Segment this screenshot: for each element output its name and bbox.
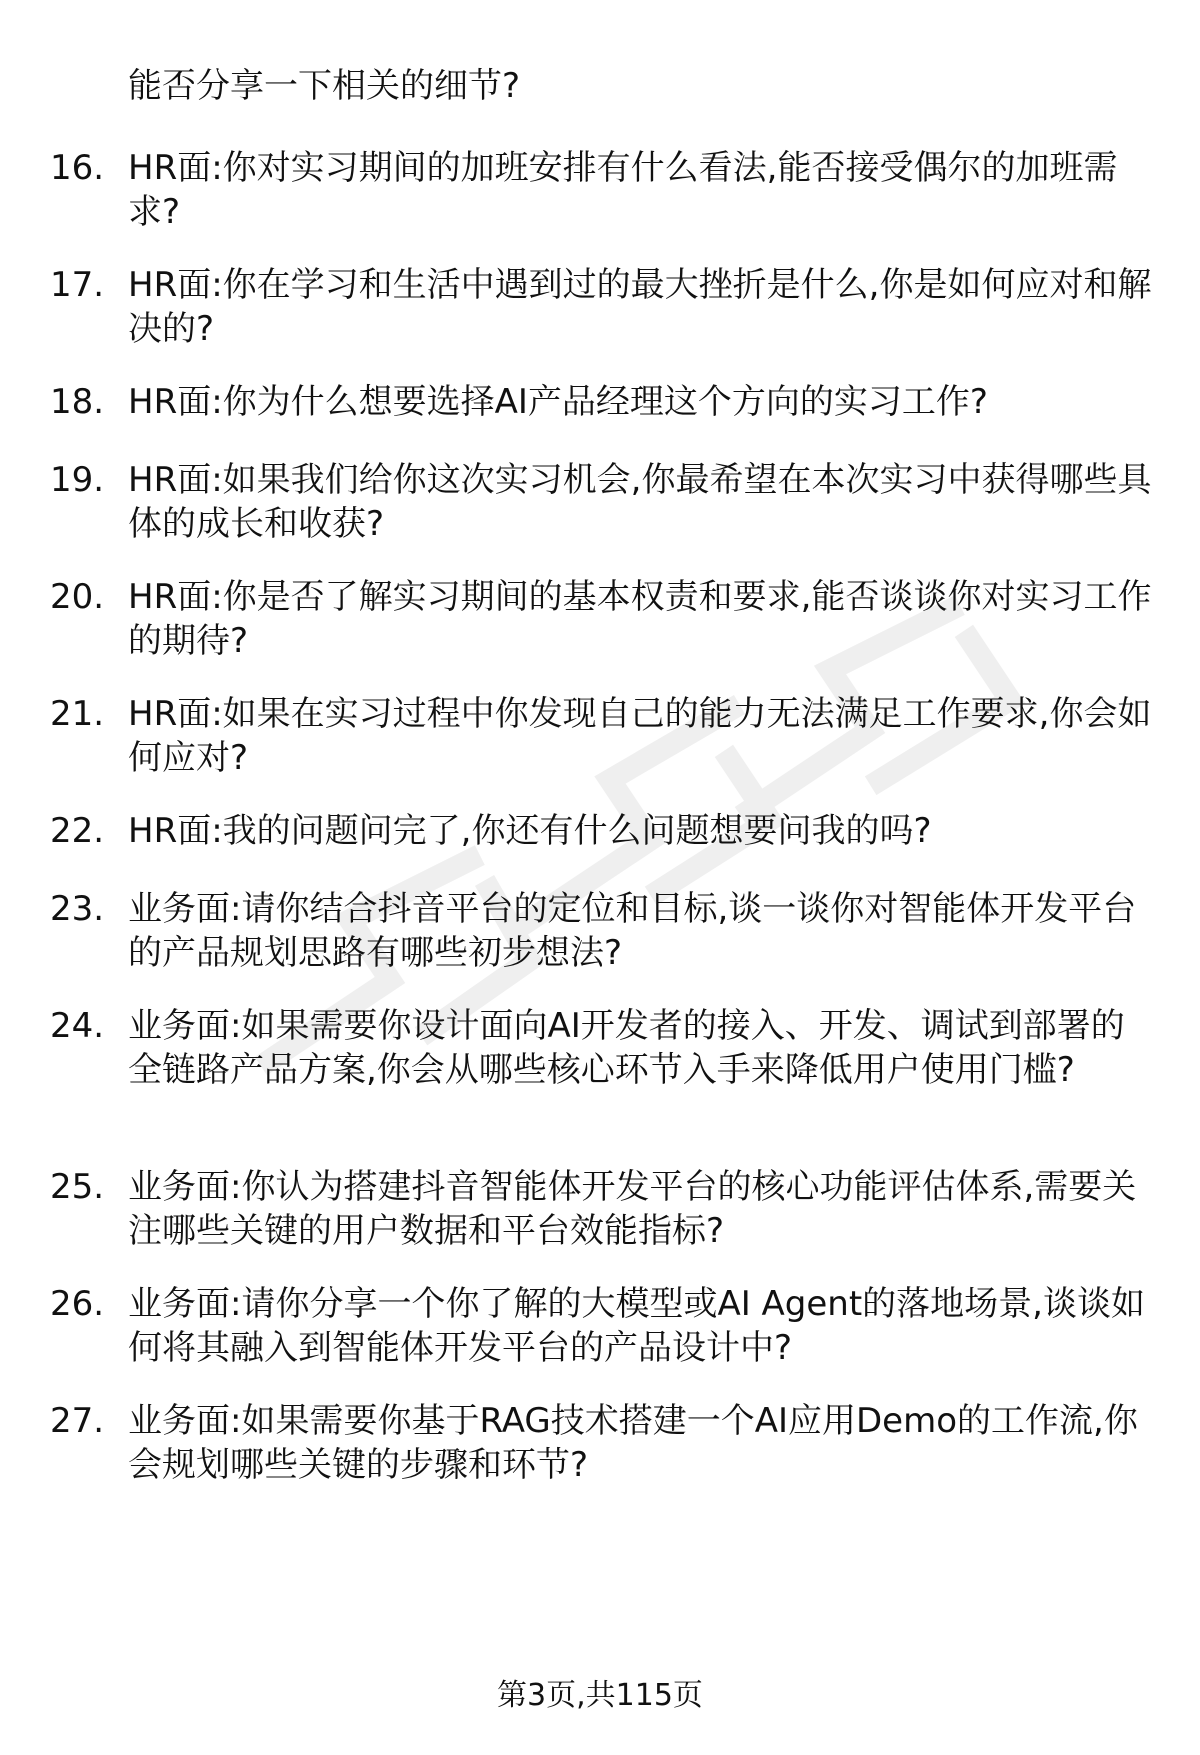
list-item-text: HR面:如果在实习过程中你发现自己的能力无法满足工作要求,你会如何应对?: [128, 694, 1152, 778]
list-item-text: 业务面:如果需要你基于RAG技术搭建一个AI应用Demo的工作流,你会规划哪些关键的步骤和环节?: [128, 1401, 1138, 1485]
page-footer: 第3页,共115页: [497, 1678, 703, 1713]
list-item-number: 26.: [50, 1284, 105, 1324]
list-item-text: 业务面:请你分享一个你了解的大模型或AI Agent的落地场景,谈谈如何将其融入到智能体开发平台的产品设计中?: [128, 1284, 1145, 1368]
list-item-text: HR面:我的问题问完了,你还有什么问题想要问我的吗?: [128, 811, 932, 851]
list-item-number: 25.: [50, 1167, 105, 1207]
question-list: [0, 146, 1200, 1516]
list-item-text: HR面:你为什么想要选择AI产品经理这个方向的实习工作?: [128, 382, 988, 422]
list-item-text: 业务面:你认为搭建抖音智能体开发平台的核心功能评估体系,需要关注哪些关键的用户数据和平台效能指标?: [128, 1167, 1137, 1251]
list-item: [0, 809, 1200, 887]
list-item: [0, 1165, 1200, 1282]
list-item-text: 业务面:请你结合抖音平台的定位和目标,谈一谈你对智能体开发平台的产品规划思路有哪些初步想法?: [128, 889, 1137, 973]
list-item-text: HR面:你在学习和生活中遇到过的最大挫折是什么,你是如何应对和解决的?: [128, 265, 1152, 349]
list-item: [0, 1004, 1200, 1165]
list-item: [0, 263, 1200, 380]
list-item: [0, 575, 1200, 692]
list-item: [0, 1399, 1200, 1516]
list-item-number: 18.: [50, 382, 105, 422]
list-item: [0, 458, 1200, 575]
list-item-number: 16.: [50, 148, 105, 188]
list-item-text: 业务面:如果需要你设计面向AI开发者的接入、开发、调试到部署的全链路产品方案,你会从哪些核心环节入手来降低用户使用门槛?: [128, 1006, 1125, 1090]
list-item-number: 19.: [50, 460, 105, 500]
list-item-number: 22.: [50, 811, 105, 851]
list-item: [0, 692, 1200, 809]
list-item-text: HR面:你对实习期间的加班安排有什么看法,能否接受偶尔的加班需求?: [128, 148, 1118, 232]
list-item-number: 17.: [50, 265, 105, 305]
list-item: [0, 1282, 1200, 1399]
list-item: [0, 887, 1200, 1004]
list-item-text: HR面:你是否了解实习期间的基本权责和要求,能否谈谈你对实习工作的期待?: [128, 577, 1152, 661]
continuation-text: 能否分享一下相关的细节?: [128, 66, 521, 106]
list-item: [0, 146, 1200, 263]
list-item-number: 27.: [50, 1401, 105, 1441]
list-item-number: 23.: [50, 889, 105, 929]
list-item-number: 24.: [50, 1006, 105, 1046]
list-item-text: HR面:如果我们给你这次实习机会,你最希望在本次实习中获得哪些具体的成长和收获?: [128, 460, 1152, 544]
list-item-number: 21.: [50, 694, 105, 734]
list-item-number: 20.: [50, 577, 105, 617]
list-item: [0, 380, 1200, 458]
